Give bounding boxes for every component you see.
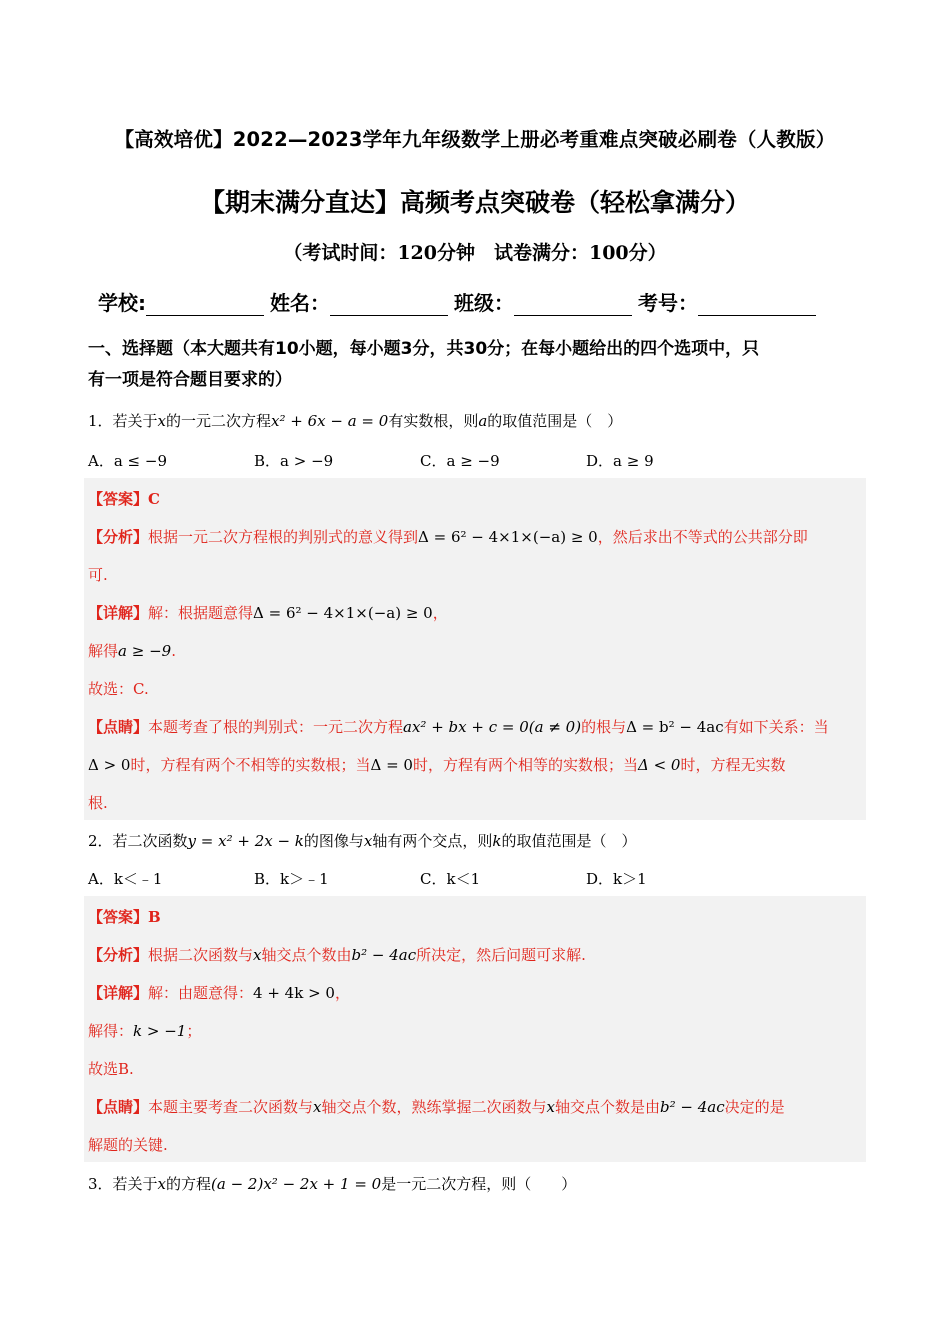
section-heading: 一、选择题（本大题共有10小题，每小题3分，共30分；在每小题给出的四个选项中，只 有一项是符合题目要求的）: [88, 339, 760, 390]
school-field: 学校:: [98, 287, 270, 316]
detail: 【详解】解：根据题意得Δ = 6² − 4×1×(−a) ≥ 0，: [88, 604, 448, 622]
name-field: 姓名：: [270, 287, 454, 316]
exam-number-blank[interactable]: [698, 294, 816, 316]
option-b[interactable]: B．a > −9: [254, 452, 334, 470]
option-a[interactable]: A．a ≤ −9: [88, 452, 167, 470]
comment: 【点睛】本题主要考查二次函数与x轴交点个数，熟练掌握二次函数与x轴交点个数是由b² − 4ac决定的是: [88, 1098, 785, 1116]
exam-info: （考试时间：120分钟 试卷满分：100分）: [283, 242, 667, 264]
option-a[interactable]: A．k＜﹣1: [88, 870, 163, 888]
analysis: 【分析】根据二次函数与x轴交点个数由b² − 4ac所决定，然后问题可求解.: [88, 946, 586, 964]
option-d[interactable]: D．k＞1: [586, 870, 647, 888]
series-title: 【高效培优】2022—2023学年九年级数学上册必考重难点突破必刷卷（人教版）: [114, 128, 836, 151]
class-field: 班级：: [454, 287, 638, 316]
name-blank[interactable]: [330, 294, 448, 316]
page-title: 【期末满分直达】高频考点突破卷（轻松拿满分）: [199, 188, 750, 217]
comment: 【点睛】本题考查了根的判别式：一元二次方程ax² + bx + c = 0(a ≠ 0)的根与Δ = b² − 4ac有如下关系：当: [88, 718, 829, 736]
option-d[interactable]: D．a ≥ 9: [586, 452, 654, 470]
question-2-stem: 2．若二次函数y = x² + 2x − k的图像与x轴有两个交点，则k的取值范围是（ ）: [88, 832, 637, 850]
option-b[interactable]: B．k＞﹣1: [254, 870, 329, 888]
class-blank[interactable]: [514, 294, 632, 316]
answer: 【答案】C: [88, 490, 160, 508]
question-1-stem: 1．若关于x的一元二次方程x² + 6x − a = 0有实数根，则a的取值范围是（ ）: [88, 412, 623, 430]
question-1-options: [88, 450, 788, 471]
school-blank[interactable]: [146, 294, 264, 316]
choice: 故选：C.: [88, 680, 149, 698]
option-c[interactable]: C．a ≥ −9: [420, 452, 500, 470]
question-2-options: [88, 868, 788, 889]
question-3-stem: 3．若关于x的方程(a − 2)x² − 2x + 1 = 0是一元二次方程，则（ ）: [88, 1175, 577, 1193]
student-info-row: [98, 287, 858, 316]
question-2-answer-box: 【答案】B 【分析】根据二次函数与x轴交点个数由b² − 4ac所决定，然后问题可求解. 【详解】解：由题意得：4 + 4k > 0， 解得：k > −1； 故选B. 【点睛】本题主要考查二次函数与x轴交点个数，熟练掌握二次函数与x轴交点个数是由b² − 4ac决定的是 解题的关键.: [84, 896, 866, 1162]
choice: 故选B.: [88, 1060, 134, 1078]
option-c[interactable]: C．k＜1: [420, 870, 481, 888]
exam-number-field: 考号：: [638, 287, 822, 316]
answer: 【答案】B: [88, 908, 161, 926]
analysis: 【分析】根据一元二次方程根的判别式的意义得到Δ = 6² − 4×1×(−a) ≥ 0，然后求出不等式的公共部分即: [88, 528, 808, 546]
question-1-answer-box: 【答案】C 【分析】根据一元二次方程根的判别式的意义得到Δ = 6² − 4×1×(−a) ≥ 0，然后求出不等式的公共部分即 可. 【详解】解：根据题意得Δ = 6² − 4×1×(−a) ≥ 0， 解得a ≥ −9. 故选：C. 【点睛】本题考查了根的判别式：一元二次方程ax² + bx + c = 0(a ≠ 0)的根与Δ = b² − 4ac有如下关系：当 Δ > 0时，方程有两个不相等的实数根；当Δ = 0时，方程有两个相等的实数根；当Δ < 0时，方程无实数 根.: [84, 478, 866, 820]
detail: 【详解】解：由题意得：4 + 4k > 0，: [88, 984, 350, 1002]
